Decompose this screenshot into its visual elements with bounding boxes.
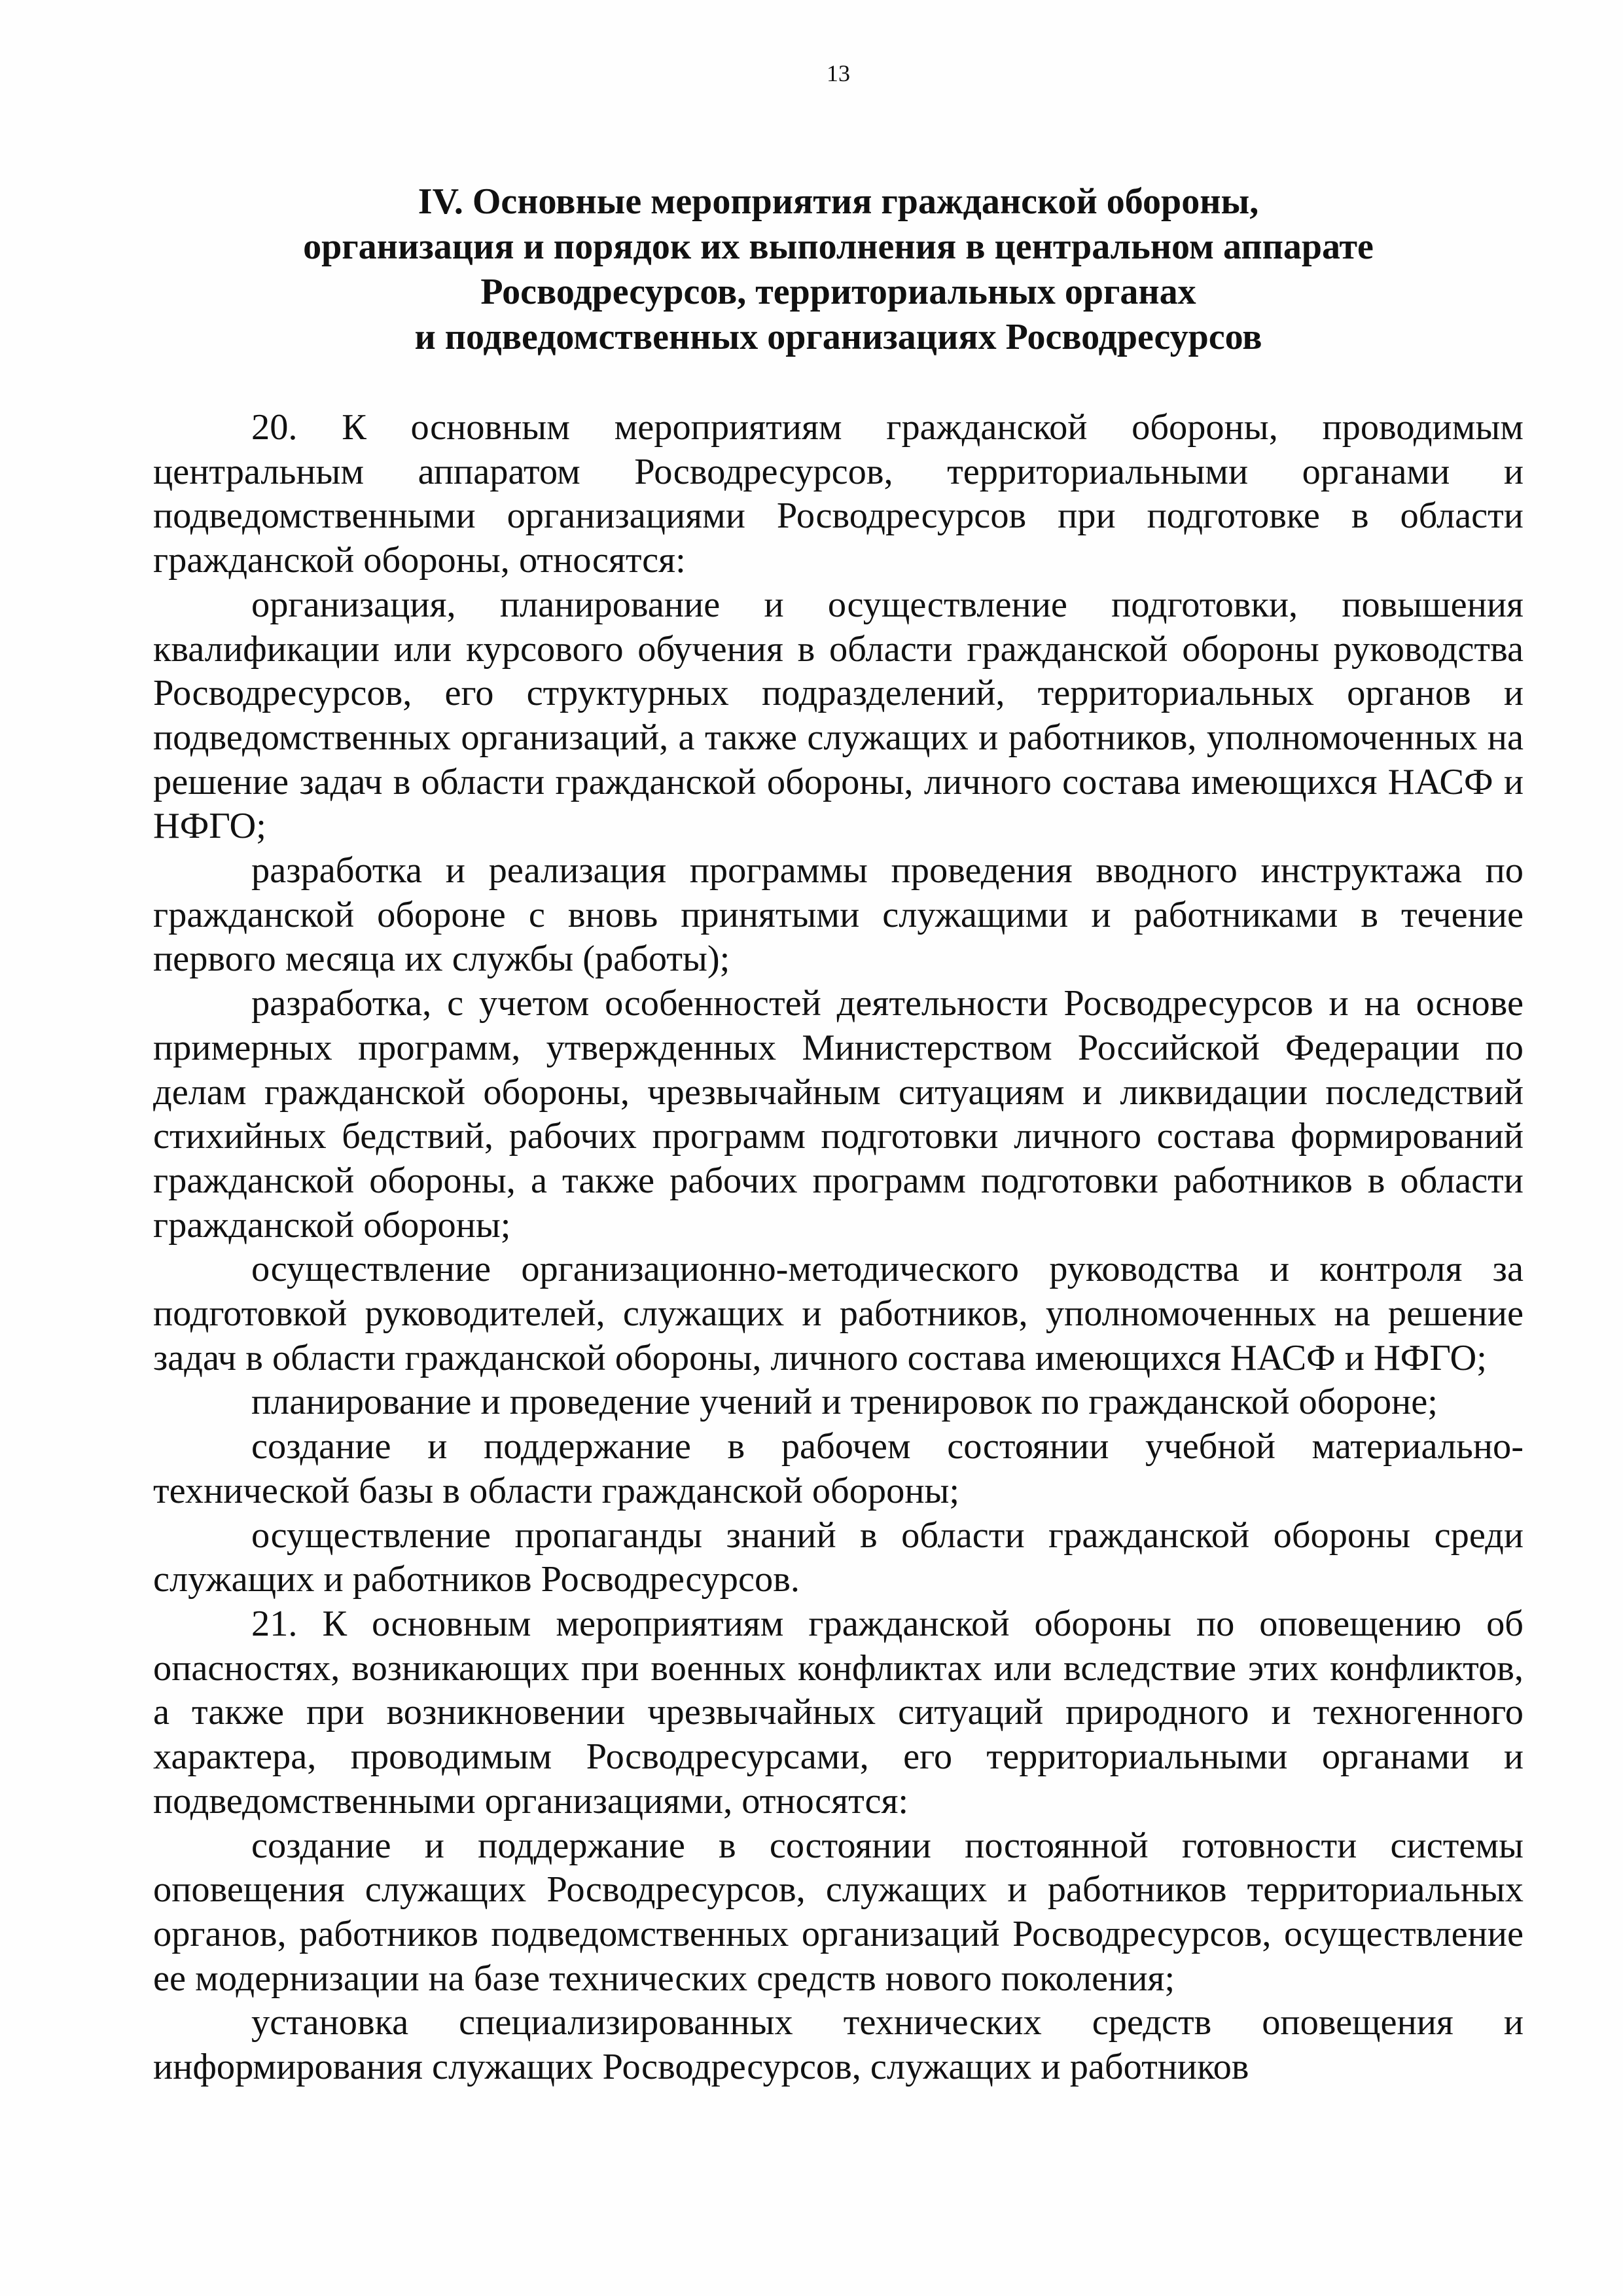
section-title-line: Росводресурсов, территориальных органах — [480, 272, 1196, 312]
section-title-line: организация и порядок их выполнения в центральном аппарате — [303, 226, 1374, 267]
list-item-exercises: планирование и проведение учений и тренировок по гражданской обороне; — [251, 1382, 1438, 1423]
section-title-line: IV. Основные мероприятия гражданской обороны, — [418, 181, 1259, 222]
list-item-work-programs: разработка, с учетом особенностей деятельности Росводресурсов и на основе примерных программ, утвержденных Министерством Российской Федерации по делам гражданской обороны, чрезвычайным ситуациям и ликвидации последствий стихийных бедствий, рабочих программ подготовки личного состава формирований гражданской обороны, а также рабочих программ подготовки работников в области гражданской обороны; — [153, 983, 1524, 1246]
list-item-training-base: создание и поддержание в рабочем состоянии учебной материально-технической базы в области гражданской обороны; — [153, 1426, 1524, 1511]
list-item-alert-system: создание и поддержание в состоянии постоянной готовности системы оповещения служащих Росводресурсов, служащих и работников территориальных органов, работников подведомственных организаций Росводресурсов, осуществление ее модернизации на базе технических средств нового поколения; — [153, 1825, 1524, 1999]
clause-20-intro: 20. К основным мероприятиям гражданской обороны, проводимым центральным аппаратом Росводресурсов, территориальными органами и подведомственными организациями Росводресурсов при подготовке в области гражданской обороны, относятся: — [153, 407, 1524, 581]
list-item-propaganda: осуществление пропаганды знаний в области гражданской обороны среди служащих и работников Росводресурсов. — [153, 1515, 1524, 1600]
page-number: 13 — [827, 60, 850, 86]
clause-21-intro: 21. К основным мероприятиям гражданской обороны по оповещению об опасностях, возникающих при военных конфликтах или вследствие этих конфликтов, а также при возникновении чрезвычайных ситуаций природного и техногенного характера, проводимым Росводресурсами, его территориальными органами и подведомственными организациями, относятся: — [153, 1603, 1524, 1821]
list-item-methodical-guidance: осуществление организационно-методического руководства и контроля за подготовкой руководителей, служащих и работников, уполномоченных на решение задач в области гражданской обороны, личного состава имеющихся НАСФ и НФГО; — [153, 1249, 1524, 1378]
list-item-alert-equipment: установка специализированных технических средств оповещения и информирования служащих Росводресурсов, служащих и работников — [153, 2002, 1524, 2088]
section-title — [153, 179, 1524, 360]
list-item-induction-briefing: разработка и реализация программы проведения вводного инструктажа по гражданской обороне с вновь принятыми служащими и работниками в течение первого месяца их службы (работы); — [153, 850, 1524, 980]
list-item-training-organization: организация, планирование и осуществление подготовки, повышения квалификации или курсового обучения в области гражданской обороны руководства Росводресурсов, его структурных подразделений, территориальных органов и подведомственных организаций, а также служащих и работников, уполномоченных на решение задач в области гражданской обороны, личного состава имеющихся НАСФ и НФГО; — [153, 584, 1524, 847]
document-body — [153, 406, 1524, 2090]
section-title-line: и подведомственных организациях Росводресурсов — [414, 317, 1262, 357]
